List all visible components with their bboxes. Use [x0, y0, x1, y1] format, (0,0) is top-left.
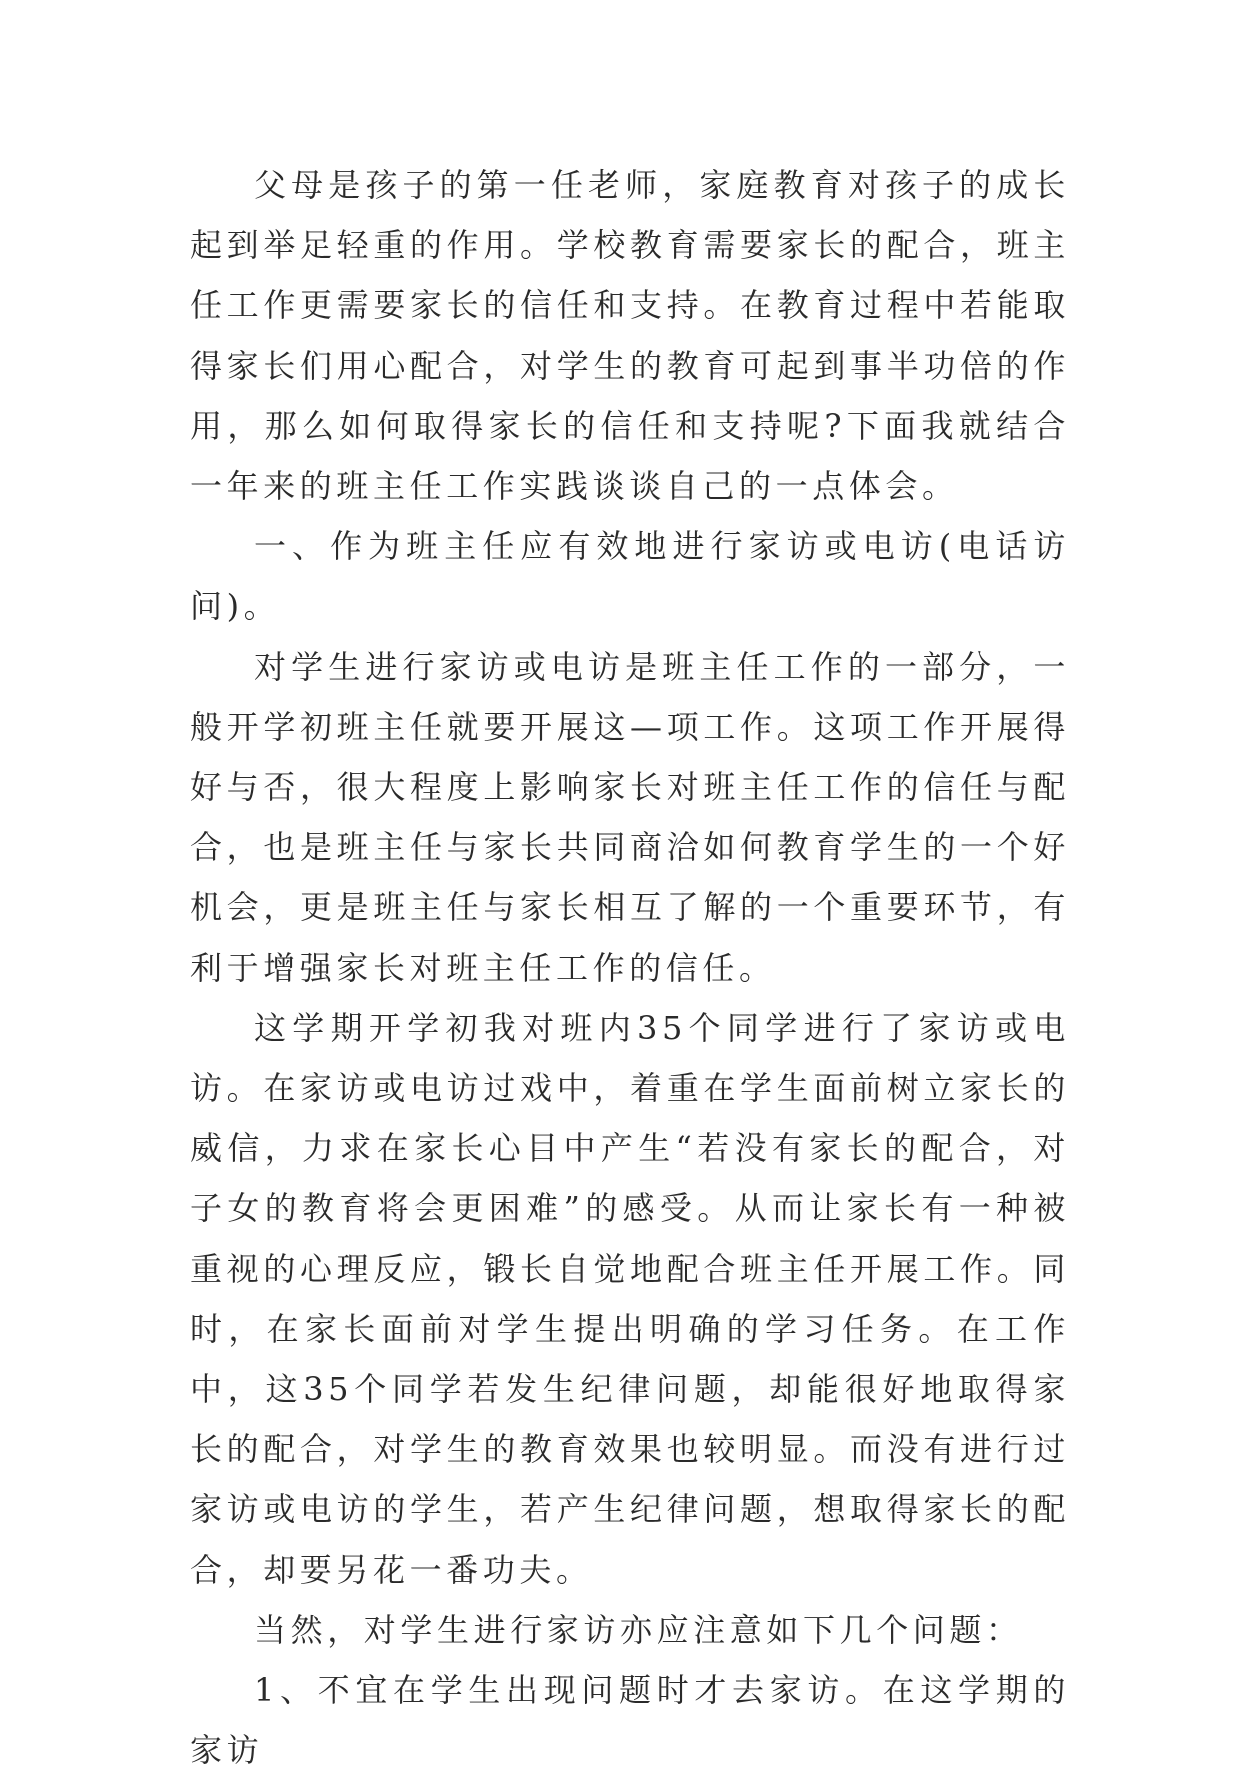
paragraph-home-visit: 对学生进行家访或电访是班主任工作的一部分，一般开学初班主任就要开展这—项工作。这项工作开展得好与否，很大程度上影响家长对班主任工作的信任与配合，也是班主任与家长共同商洽如何教育学生的一个好机会，更是班主任与家长相互了解的一个重要环节，有利于增强家长对班主任工作的信任。 — [190, 647, 1070, 987]
document-body — [190, 155, 1070, 1780]
paragraph-heading-one: 一、作为班主任应有效地进行家访或电访(电话访问)。 — [190, 527, 1070, 626]
paragraph-notes-intro: 当然，对学生进行家访亦应注意如下几个问题： — [254, 1610, 1023, 1649]
paragraph-note-one: 1、不宜在学生出现问题时才去家访。在这学期的家访 — [190, 1671, 1070, 1770]
paragraph-semester-visits: 这学期开学初我对班内35个同学进行了家访或电访。在家访或电访过戏中，着重在学生面前树立家长的威信，力求在家长心目中产生“若没有家长的配合，对子女的教育将会更困难”的感受。从而让家长有一种被重视的心理反应，锻长自觉地配合班主任开展工作。同时，在家长面前对学生提出明确的学习任务。在工作中，这35个同学若发生纪律问题，却能很好地取得家长的配合，对学生的教育效果也较明显。而没有进行过家访或电访的学生，若产生纪律问题，想取得家长的配合，却要另花一番功夫。 — [190, 1008, 1070, 1589]
paragraph-intro: 父母是孩子的第一任老师，家庭教育对孩子的成长起到举足轻重的作用。学校教育需要家长的配合，班主任工作更需要家长的信任和支持。在教育过程中若能取得家长们用心配合，对学生的教育可起到事半功倍的作用，那么如何取得家长的信任和支持呢?下面我就结合一年来的班主任工作实践谈谈自己的一点体会。 — [190, 166, 1070, 506]
